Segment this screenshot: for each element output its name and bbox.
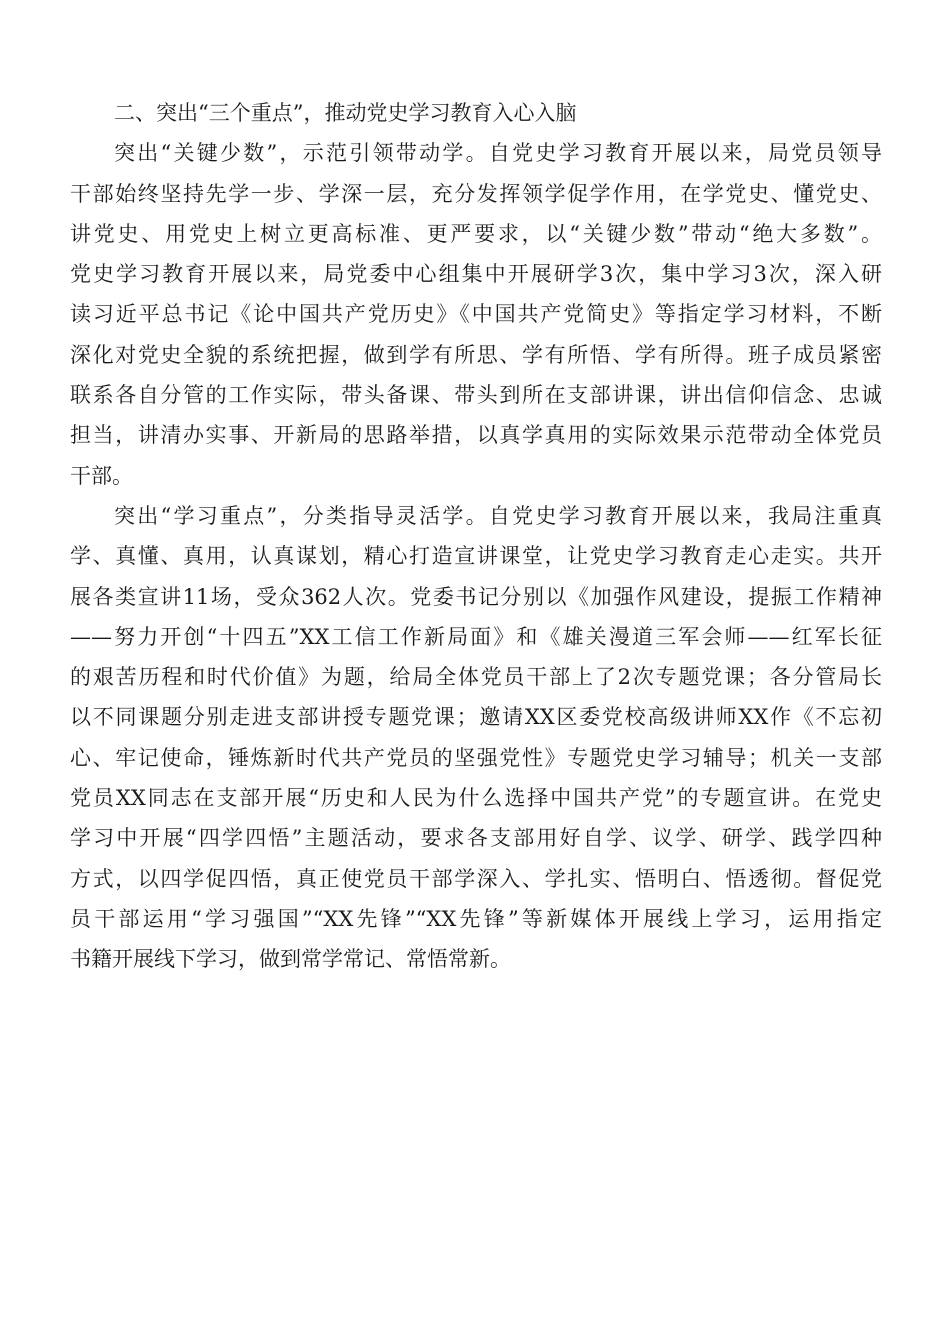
text-line: 读习近平总书记《论中国共产党历史》《中国共产党简史》等指定学习材料，不断: [70, 302, 882, 327]
text-line: 学、真懂、真用，认真谋划，精心打造宣讲课堂，让党史学习教育走心走实。共开: [70, 544, 882, 569]
section-heading: 二、突出“三个重点”，推动党史学习教育入心入脑: [114, 101, 577, 125]
text-line: 心、牢记使命，锤炼新时代共产党员的坚强党性》专题党史学习辅导；机关一支部: [70, 745, 882, 770]
text-line: 联系各自分管的工作实际，带头备课、带头到所在支部讲课，讲出信仰信念、忠诚: [70, 383, 882, 408]
text-line: 干部始终坚持先学一步、学深一层，充分发挥领学促学作用，在学党史、懂党史、: [70, 181, 882, 206]
text-line: 突出“关键少数”，示范引领带动学。自党史学习教育开展以来，局党员领导: [114, 141, 882, 166]
text-line: 党史学习教育开展以来，局党委中心组集中开展研学3次，集中学习3次，深入研: [70, 262, 882, 287]
text-line: 展各类宣讲11场，受众362人次。党委书记分别以《加强作风建设，提振工作精神: [70, 584, 882, 609]
text-line: 以不同课题分别走进支部讲授专题党课；邀请XX区委党校高级讲师XX作《不忘初: [70, 705, 882, 730]
text-line-last: 干部。: [70, 463, 133, 488]
document-page: [70, 93, 882, 980]
text-line: 员干部运用“学习强国”“XX先锋”“XX先锋”等新媒体开展线上学习，运用指定: [70, 906, 882, 931]
paragraph-key-minority: [70, 133, 882, 496]
text-line: 的艰苦历程和时代价值》为题，给局全体党员干部上了2次专题党课；各分管局长: [70, 665, 882, 690]
text-line: 担当，讲清办实事、开新局的思路举措，以真学真用的实际效果示范带动全体党员: [70, 423, 882, 448]
text-line-last: 书籍开展线下学习，做到常学常记、常悟常新。: [70, 947, 511, 972]
text-line: 讲党史、用党史上树立更高标准、更严要求，以“关键少数”带动“绝大多数”。: [70, 221, 882, 246]
paragraph-study-focus: [70, 496, 882, 980]
text-line: 突出“学习重点”，分类指导灵活学。自党史学习教育开展以来，我局注重真: [114, 503, 882, 528]
text-line: 方式，以四学促四悟，真正使党员干部学深入、学扎实、悟明白、悟透彻。督促党: [70, 866, 882, 891]
text-line: 党员XX同志在支部开展“历史和人民为什么选择中国共产党”的专题宣讲。在党史: [70, 786, 882, 811]
text-line: 学习中开展“四学四悟”主题活动，要求各支部用好自学、议学、研学、践学四种: [70, 826, 882, 851]
text-line: ——努力开创“十四五”XX工信工作新局面》和《雄关漫道三军会师——红军长征: [70, 624, 882, 649]
text-line: 深化对党史全貌的系统把握，做到学有所思、学有所悟、学有所得。班子成员紧密: [70, 342, 882, 367]
